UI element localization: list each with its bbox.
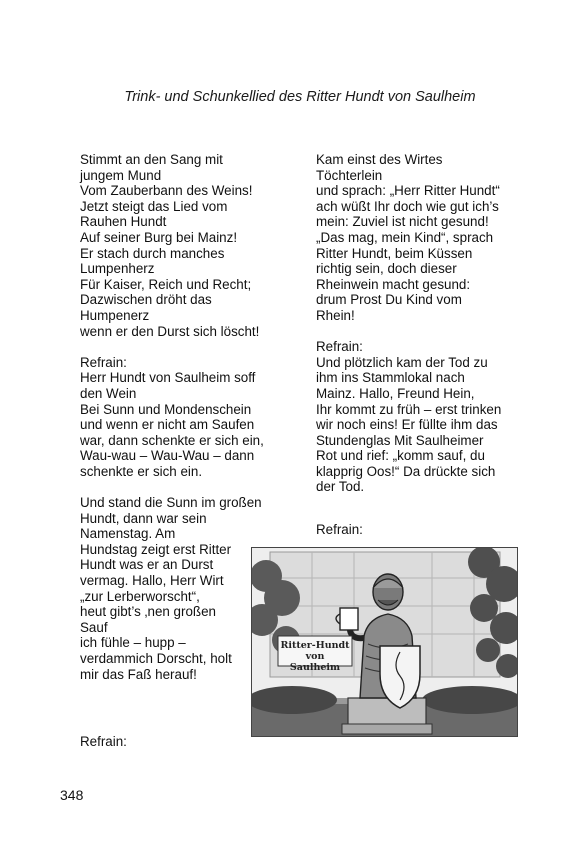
text-line: Und plötzlich kam der Tod zu (316, 354, 488, 370)
refrain-label: Refrain: (80, 734, 127, 749)
text-line: Namenstag. Am (80, 526, 176, 542)
text-line: Sauf (80, 619, 108, 635)
text-line: schenkte er sich ein. (80, 463, 203, 479)
text-line: und sprach: „Herr Ritter Hundt“ (316, 183, 500, 199)
text-line: Rot und rief: „komm sauf, du (316, 448, 485, 464)
text-line: Wau-wau – Wau-Wau – dann (80, 448, 255, 464)
text-line: Ritter Hundt, beim Küssen (316, 245, 473, 261)
song-title: Trink- und Schunkellied des Ritter Hundt von Saulheim (124, 89, 476, 105)
text-line: Humpenerz (80, 307, 150, 323)
knight-statue-illustration (251, 547, 518, 737)
text-line: ich fühle – hupp – (80, 635, 186, 651)
text-line: Hundt, dann war sein (80, 510, 207, 526)
text-line: verdammich Dorscht, holt (80, 651, 232, 666)
text-line: Auf seiner Burg bei Mainz! (80, 229, 238, 245)
text-line: Bei Sunn und Mondenschein (80, 401, 252, 417)
text-line: richtig sein, doch dieser (316, 261, 457, 277)
text-line: wir noch eins! Er füllte ihm das (316, 417, 498, 433)
stanza (80, 152, 280, 339)
sign-line-2: von Saulheim (289, 651, 341, 673)
text-line: vermag. Hallo, Herr Wirt (80, 573, 224, 589)
text-line: „Das mag, mein Kind“, sprach (316, 229, 494, 245)
text-line: Rheinwein macht gesund: (316, 276, 471, 292)
text-line: Refrain: (80, 354, 127, 370)
text-line: klapprig Oos!“ Da drückte sich (316, 463, 496, 479)
text-line: mein: Zuviel ist nicht gesund! (316, 214, 489, 230)
text-line: „zur Lerberworscht“, (80, 588, 200, 604)
refrain-label: Refrain: (316, 522, 363, 537)
text-line: Dazwischen dröht das (80, 292, 212, 308)
text-line: Hundt was er an Durst (80, 557, 214, 573)
text-line: den Wein (80, 385, 137, 401)
sign-line-1: Ritter-Hundt (280, 640, 350, 651)
text-line: Und stand die Sunn im großen (80, 495, 262, 511)
stanza (316, 339, 531, 495)
statue-sign (280, 640, 350, 673)
text-line: Töchterlein (316, 167, 383, 183)
text-line: heut gibt’s ‚nen großen (80, 604, 216, 620)
text-line: Er stach durch manches (80, 245, 225, 261)
text-line: Stimmt an den Sang mit (80, 152, 223, 167)
text-line: Mainz. Hallo, Freund Hein, (316, 385, 475, 401)
text-line: Stundenglas Mit Saulheimer (316, 432, 484, 448)
text-line: Rhein! (316, 307, 355, 323)
text-line: Herr Hundt von Saulheim soff (80, 370, 256, 386)
text-line: ach wüßt Ihr doch wie gut ich’s (316, 198, 499, 214)
text-line: Für Kaiser, Reich und Recht; (80, 276, 252, 292)
stanza (316, 152, 531, 324)
text-line: wenn er den Durst sich löscht! (80, 323, 260, 339)
text-line: Hundstag zeigt erst Ritter (80, 541, 232, 557)
text-line: Jetzt steigt das Lied vom (80, 198, 228, 214)
text-line: Vom Zauberbann des Weins! (80, 183, 253, 199)
text-line: war, dann schenkte er sich ein, (80, 432, 264, 448)
right-column (316, 152, 531, 511)
left-column (80, 152, 280, 698)
text-line: Rauhen Hundt (80, 214, 167, 230)
text-line: drum Prost Du Kind vom (316, 292, 462, 308)
text-line: jungem Mund (80, 167, 162, 183)
stanza (80, 355, 280, 480)
text-line: mir das Faß herauf! (80, 666, 197, 682)
text-line: Kam einst des Wirtes (316, 152, 443, 167)
text-line: und wenn er nicht am Saufen (80, 417, 255, 433)
text-line: Ihr kommt zu früh – erst trinken (316, 401, 502, 417)
text-line: der Tod. (316, 479, 365, 495)
stanza (80, 495, 280, 682)
text-line: ihm ins Stammlokal nach (316, 370, 465, 386)
text-line: Refrain: (316, 339, 363, 355)
page-number: 348 (60, 787, 84, 803)
text-line: Lumpenherz (80, 261, 155, 277)
